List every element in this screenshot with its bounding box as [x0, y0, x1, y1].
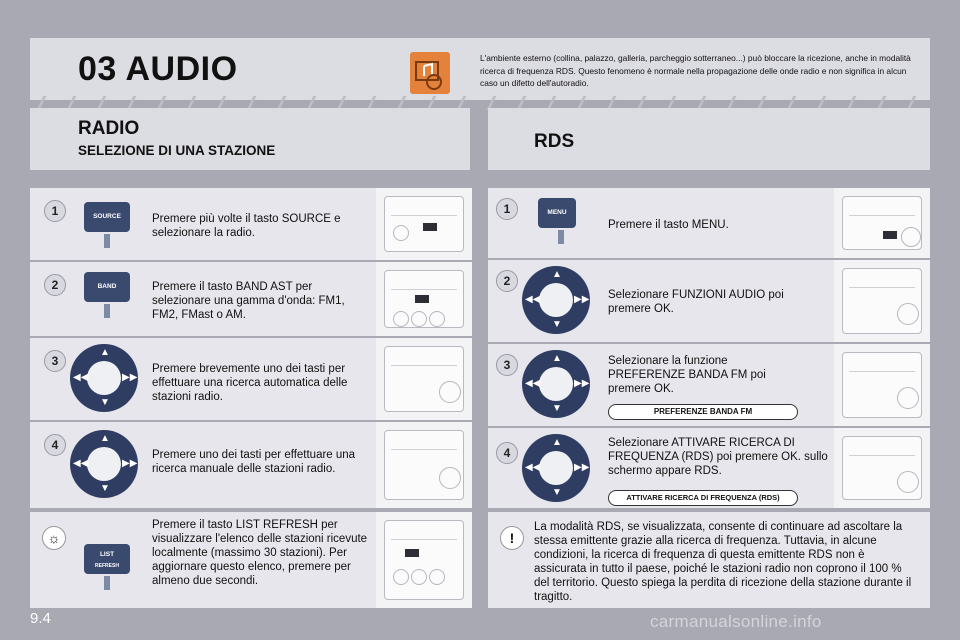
finger-pointer [558, 230, 564, 244]
rds-step-1 [488, 188, 930, 258]
radio-step-1 [30, 188, 472, 260]
step-text: Premere più volte il tasto SOURCE e selezionare la radio. [152, 213, 341, 239]
sun-icon: ☼ [42, 526, 66, 550]
rds-step-2 [488, 260, 930, 342]
step-text: Premere il tasto MENU. [608, 219, 729, 231]
radio-step-4 [30, 422, 472, 508]
radio-device-image [376, 188, 472, 260]
rds-step-4 [488, 428, 930, 508]
menu-key: MENU [538, 198, 576, 228]
radio-device-image [376, 262, 472, 336]
radio-step-2 [30, 262, 472, 336]
step-number: 3 [496, 354, 518, 376]
rds-title: RDS [534, 131, 575, 152]
radio-step-3 [30, 338, 472, 420]
rds-warning [488, 512, 930, 608]
direction-pad: ▲ ▼ ◀◀ ▶▶ [522, 266, 590, 334]
step-text: Selezionare ATTIVARE RICERCA DI FREQUENZA (RDS) poi premere OK. sullo schermo appare RDS. [608, 437, 828, 477]
step-number: 4 [496, 442, 518, 464]
page-number: 9.4 [30, 610, 51, 627]
step-text: Premere il tasto BAND AST per selezionare una gamma d'onda: FM1, FM2, FMast o AM. [152, 281, 345, 321]
radio-device-image [376, 422, 472, 508]
music-note-icon [410, 52, 450, 94]
direction-pad: ▲ ▼ ◀◀ ▶▶ [70, 430, 138, 498]
step-text: Selezionare FUNZIONI AUDIO poi premere OK. [608, 289, 784, 315]
step-number: 2 [496, 270, 518, 292]
rds-step-3 [488, 344, 930, 426]
rds-device-image [834, 344, 930, 426]
step-number: 1 [496, 198, 518, 220]
finger-pointer [104, 234, 110, 248]
warning-text: La modalità RDS, se visualizzata, consente di continuare ad ascoltare la stessa emittente grazie alla ricerca di frequenza. Tuttavia, in alcune condizioni, la ricerca di frequenza di questa emittente RDS non è assicurata in tutto il paese, poiché le stazioni radio non coprono il 100 % del territorio. Questo spiega la perdita di ricezione della stazione durante il tragitto. [534, 521, 912, 603]
list-key-label: LIST [99, 551, 115, 558]
radio-tip [30, 512, 472, 608]
tip-text: Premere il tasto LIST REFRESH per visualizzare l'elenco delle stazioni ricevute localmente (massimo 30 stazioni). Per aggiornare questo elenco, premere per almeno due secondi. [152, 519, 368, 587]
rds-device-image [834, 260, 930, 342]
radio-title: RADIO [78, 118, 140, 139]
step-number: 2 [44, 274, 66, 296]
radio-device-image [376, 512, 472, 608]
finger-pointer [104, 576, 110, 590]
band-key: BAND [84, 272, 130, 302]
source-key: SOURCE [84, 202, 130, 232]
watermark: carmanualsonline.info [650, 612, 822, 631]
decorative-stripes [30, 100, 930, 108]
exclamation-icon: ! [500, 526, 524, 550]
step-number: 3 [44, 350, 66, 372]
list-key-sublabel: REFRESH [95, 563, 119, 569]
attivare-ricerca-label: ATTIVARE RICERCA DI FREQUENZA (RDS) [608, 490, 798, 506]
header-note: L'ambiente esterno (collina, palazzo, galleria, parcheggio sotterraneo...) può bloccare la ricezione, anche in modalità ricerca di frequenza RDS. Questo fenomeno è normale nella propagazione delle onde radio e non significa in alcun caso un difetto dell'autoradio. [480, 53, 911, 88]
step-text: Selezionare la funzione PREFERENZE BANDA FM poi premere OK. [608, 355, 766, 395]
direction-pad: ▲ ▼ ◀◀ ▶▶ [522, 434, 590, 502]
radio-device-image [376, 338, 472, 420]
rds-device-image [834, 428, 930, 508]
step-number: 4 [44, 434, 66, 456]
step-number: 1 [44, 200, 66, 222]
direction-pad: ▲ ▼ ◀◀ ▶▶ [70, 344, 138, 412]
step-text: Premere uno dei tasti per effettuare una ricerca manuale delle stazioni radio. [152, 449, 356, 475]
page-title: 03 AUDIO [78, 50, 238, 88]
preferenze-banda-label: PREFERENZE BANDA FM [608, 404, 798, 420]
step-text: Premere brevemente uno dei tasti per effettuare una ricerca automatica delle stazioni radio. [152, 363, 348, 403]
finger-pointer [104, 304, 110, 318]
list-refresh-key [84, 544, 130, 574]
rds-device-image [834, 188, 930, 258]
direction-pad: ▲ ▼ ◀◀ ▶▶ [522, 350, 590, 418]
radio-subtitle: SELEZIONE DI UNA STAZIONE [78, 143, 276, 158]
